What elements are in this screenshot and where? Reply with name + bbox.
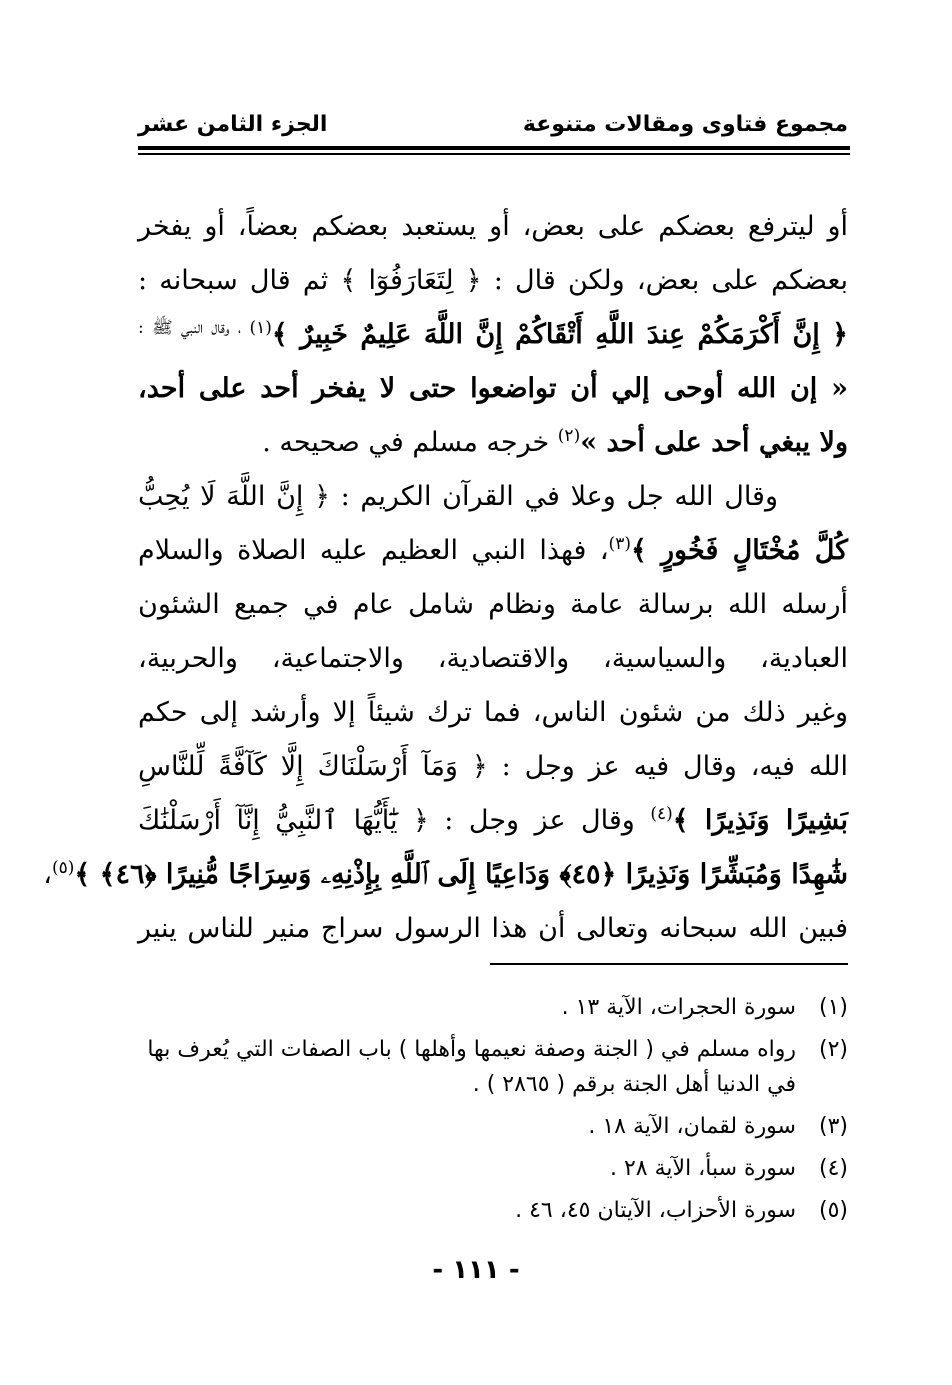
footnote-number: (٢)	[818, 1037, 848, 1062]
text-line	[138, 794, 848, 848]
text-line: وغير ذلك من شئون الناس، فما ترك شيئاً إلا وأرشد إلى حكم	[138, 697, 848, 728]
footnote-number: (٥)	[818, 1198, 848, 1223]
footnotes	[138, 990, 848, 1235]
text-line: العبادية، والسياسية، والاقتصادية، والاجتماعية، والحربية،	[138, 643, 848, 674]
hadith-text: ولا يبغي أحد على أحد »	[580, 427, 848, 458]
footnote-ref: (٢)	[557, 426, 581, 446]
quran-verse: شَٰهِدًا وَمُبَشِّرًا وَنَذِيرًا ﴿٤٥﴾ وَدَاعِيًا إِلَى ٱللَّهِ بِإِذْنِهِۦ وَسِرَاجًا مُّنِيرًا ﴿٤٦﴾ ﴾	[74, 859, 848, 890]
footnote	[138, 1151, 848, 1186]
footnote-ref: (٣)	[608, 534, 631, 554]
text-span: وقال عز وجل : ﴿ يَٰٓأَيُّهَا ٱلنَّبِيُّ إِنَّآ أَرْسَلْنَٰكَ	[138, 805, 651, 836]
footnote-text: سورة الأحزاب، الآيتان ٤٥، ٤٦ .	[515, 1198, 796, 1223]
text-line: الله فيه، وقال فيه عز وجل : ﴿ وَمَآ أَرْسَلْنَاكَ إِلَّا كَآفَّةً لِّلنَّاسِ	[138, 751, 848, 782]
text-line: أو ليترفع بعضكم على بعض، أو يستعبد بعضكم بعضاً، أو يفخر	[138, 211, 848, 242]
footnote-number: (٣)	[818, 1114, 848, 1139]
footnote-text: سورة الحجرات، الآية ١٣ .	[561, 995, 796, 1020]
footnote	[138, 1193, 848, 1228]
footnote-number: (٤)	[818, 1156, 848, 1181]
header-rule-thin	[138, 153, 850, 155]
text-line: أرسله الله برسالة عامة ونظام شامل عام في جميع الشئون	[138, 589, 848, 620]
header-rule-thick	[138, 146, 850, 150]
footnote	[138, 990, 848, 1025]
text-line: وقال الله جل وعلا في القرآن الكريم : ﴿ إِنَّ اللَّهَ لَا يُحِبُّ	[138, 481, 778, 512]
footnote	[138, 1032, 848, 1102]
footnote-ref: (٥)	[51, 858, 75, 878]
quran-verse: كُلَّ مُخْتَالٍ فَخُورٍ ﴾	[630, 535, 848, 566]
text-line	[138, 524, 848, 578]
text-line	[138, 308, 848, 362]
footnote-separator	[490, 963, 848, 965]
text-line: بعضكم على بعض، ولكن قال : ﴿ لِتَعَارَفُوٓا ﴾ ثم قال سبحانه :	[138, 265, 848, 296]
text-line	[43, 848, 848, 902]
footnote-text: سورة سبأ، الآية ٢٨ .	[609, 1156, 796, 1181]
footnote-text: سورة لقمان، الآية ١٨ .	[588, 1114, 796, 1139]
quran-verse: بَشِيرًا وَنَذِيرًا ﴾	[672, 805, 848, 836]
quran-verse: ﴿ إِنَّ أَكْرَمَكُمْ عِندَ اللَّهِ أَتْقَاكُمْ إِنَّ اللَّهَ عَلِيمٌ خَبِيرٌ ﴾	[271, 319, 848, 350]
footnote	[138, 1109, 848, 1144]
footnote-ref: (٤)	[650, 804, 673, 824]
footnote-number: (١)	[818, 995, 848, 1020]
page-header	[138, 112, 848, 148]
book-title: مجموع فتاوى ومقالات متنوعة	[522, 112, 848, 137]
text-line	[138, 416, 848, 470]
footnote-ref: (١) ، وقال النبي ﷺ :	[138, 318, 272, 338]
page-number: - ١١١ -	[432, 1255, 520, 1285]
main-text	[43, 200, 848, 956]
text-span: خرجه مسلم في صحيحه .	[262, 427, 558, 458]
text-line: فبين الله سبحانه وتعالى أن هذا الرسول سراج منير للناس ينير	[138, 913, 848, 944]
volume-label: الجزء الثامن عشر	[138, 112, 328, 137]
text-span: ،	[43, 859, 52, 890]
text-span: ، فهذا النبي العظيم عليه الصلاة والسلام	[138, 535, 609, 566]
footnote-text: رواه مسلم في ( الجنة وصفة نعيمها وأهلها ) باب الصفات التي يُعرف بها في الدنيا أهل الجنة برقم ( ٢٨٦٥ ) .	[147, 1037, 796, 1097]
hadith-line: « إن الله أوحى إلي أن تواضعوا حتى لا يفخر أحد على أحد،	[138, 373, 848, 404]
